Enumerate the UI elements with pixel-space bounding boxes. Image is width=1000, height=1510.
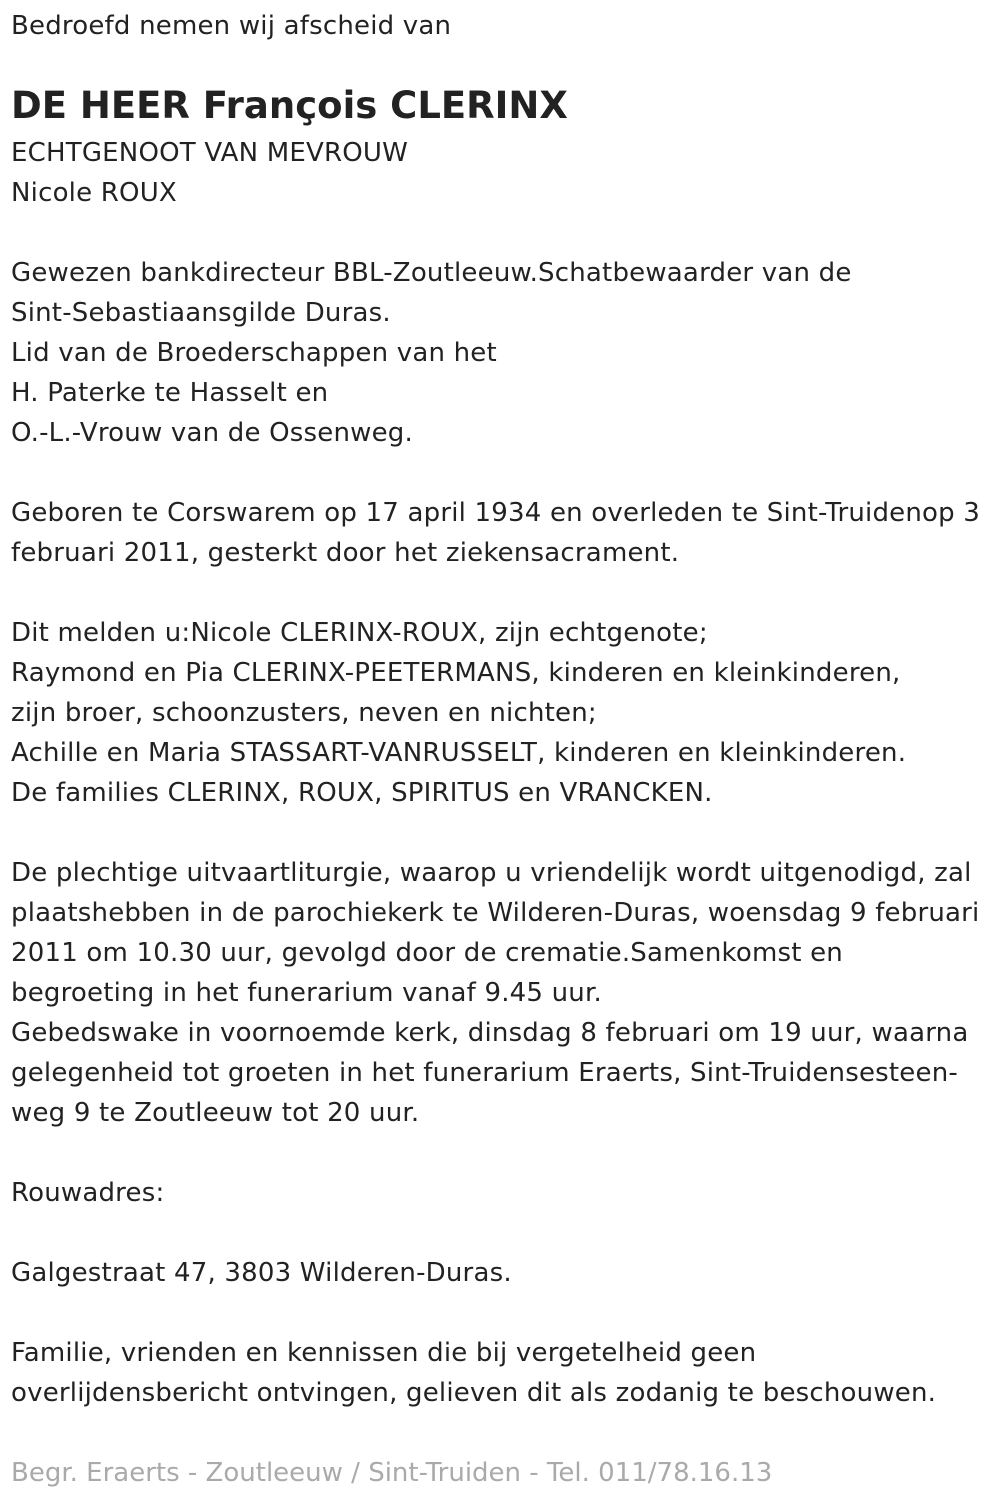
notice-section xyxy=(11,1333,936,1413)
family-line: Achille en Maria STASSART-VANRUSSELT, kinderen en kleinkinderen. xyxy=(11,738,907,768)
funeral-home-footer: Begr. Eraerts - Zoutleeuw / Sint-Truiden - Tel. 011/78.16.13 xyxy=(11,1458,773,1488)
career-line: Sint-Sebastiaansgilde Duras. xyxy=(11,298,391,328)
spouse-line: ECHTGENOOT VAN MEVROUW xyxy=(11,138,409,168)
notice-line: Familie, vrienden en kennissen die bij vergetelheid geen xyxy=(11,1338,757,1368)
family-line: Dit melden u:Nicole CLERINX-ROUX, zijn echtgenote; xyxy=(11,618,708,648)
birth-death-line: februari 2011, gesterkt door het ziekensacrament. xyxy=(11,538,680,568)
spouse-section xyxy=(11,133,408,213)
family-line: Raymond en Pia CLERINX-PEETERMANS, kinderen en kleinkinderen, xyxy=(11,658,901,688)
funeral-line: 2011 om 10.30 uur, gevolgd door de crematie.Samenkomst en xyxy=(11,938,843,968)
career-line: Gewezen bankdirecteur BBL-Zoutleeuw.Schatbewaarder van de xyxy=(11,258,852,288)
address-label-section xyxy=(11,1173,164,1213)
spouse-line: Nicole ROUX xyxy=(11,178,177,208)
address-label: Rouwadres: xyxy=(11,1178,165,1208)
family-section xyxy=(11,613,906,813)
family-line: zijn broer, schoonzusters, neven en nichten; xyxy=(11,698,597,728)
notice-line: overlijdensbericht ontvingen, gelieven dit als zodanig te beschouwen. xyxy=(11,1378,937,1408)
birth-death-section xyxy=(11,493,980,573)
funeral-line: begroeting in het funerarium vanaf 9.45 uur. xyxy=(11,978,602,1008)
funeral-line: plaatshebben in de parochiekerk te Wilderen-Duras, woensdag 9 februari xyxy=(11,898,980,928)
funeral-line: weg 9 te Zoutleeuw tot 20 uur. xyxy=(11,1098,420,1128)
birth-death-line: Geboren te Corswarem op 17 april 1934 en overleden te Sint-Truidenop 3 xyxy=(11,498,981,528)
deceased-name: DE HEER François CLERINX xyxy=(11,84,568,127)
career-line: O.-L.-Vrouw van de Ossenweg. xyxy=(11,418,413,448)
intro-text: Bedroefd nemen wij afscheid van xyxy=(11,11,452,41)
career-section xyxy=(11,253,852,453)
funeral-line: De plechtige uitvaartliturgie, waarop u vriendelijk wordt uitgenodigd, zal xyxy=(11,858,972,888)
funeral-line: gelegenheid tot groeten in het funerarium Eraerts, Sint-Truidensesteen- xyxy=(11,1058,958,1088)
address-section xyxy=(11,1253,512,1293)
funeral-section xyxy=(11,853,979,1133)
family-line: De families CLERINX, ROUX, SPIRITUS en VRANCKEN. xyxy=(11,778,713,808)
career-line: Lid van de Broederschappen van het xyxy=(11,338,497,368)
funeral-line: Gebedswake in voornoemde kerk, dinsdag 8 februari om 19 uur, waarna xyxy=(11,1018,969,1048)
career-line: H. Paterke te Hasselt en xyxy=(11,378,329,408)
address-text: Galgestraat 47, 3803 Wilderen-Duras. xyxy=(11,1258,512,1288)
